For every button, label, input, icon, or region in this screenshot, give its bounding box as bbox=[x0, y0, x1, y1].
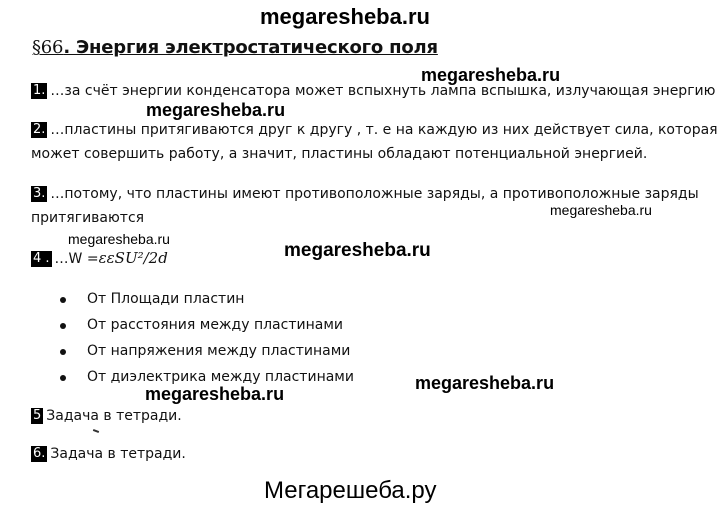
answer-6 bbox=[31, 446, 186, 462]
bullet-dot bbox=[60, 375, 66, 381]
bullet-text: От напряжения между пластинами bbox=[87, 343, 351, 359]
bullet-dot bbox=[60, 297, 66, 303]
answer-text: …W = bbox=[54, 251, 99, 267]
answer-number: 3. bbox=[33, 186, 46, 201]
watermark: megaresheba.ru bbox=[145, 384, 285, 404]
page-title bbox=[32, 37, 438, 58]
answer-number: 1. bbox=[33, 83, 46, 98]
watermark: megaresheba.ru bbox=[146, 100, 286, 120]
bullet-text: От диэлектрика между пластинами bbox=[87, 369, 354, 385]
answer-number: 2. bbox=[33, 122, 46, 137]
answer-number: 5 bbox=[33, 408, 42, 423]
answer-4 bbox=[31, 249, 168, 267]
bullet-text: От Площади пластин bbox=[87, 291, 245, 307]
answer-text: Задача в тетради. bbox=[46, 408, 182, 424]
section-title: . Энергия электростатического поля bbox=[63, 37, 438, 58]
watermark: megaresheba.ru bbox=[415, 373, 555, 393]
answer-1 bbox=[31, 83, 715, 99]
watermark: megaresheba.ru bbox=[550, 202, 652, 218]
answer-5 bbox=[31, 408, 182, 424]
answer-2 bbox=[31, 122, 718, 138]
footer-site-name: Мегарешеба.ру bbox=[264, 477, 437, 504]
answer-text: Задача в тетради. bbox=[50, 446, 186, 462]
stray-mark bbox=[93, 429, 99, 433]
energy-formula: εεSU²/2d bbox=[98, 249, 168, 267]
bullet-text: От расстояния между пластинами bbox=[87, 317, 343, 333]
answer-text-line1: …пластины притягиваются друг к другу , т. е на каждую из них действует сила, которая bbox=[50, 122, 718, 138]
answer-3 bbox=[31, 186, 699, 202]
answer-text: …за счёт энергии конденсатора может вспыхнуть лампа вспышка, излучающая энергию bbox=[50, 83, 716, 99]
bullet-dot bbox=[60, 323, 66, 329]
answer-number: 6. bbox=[33, 446, 46, 461]
watermark: megaresheba.ru bbox=[68, 231, 170, 247]
answer-number: 4 . bbox=[33, 251, 50, 266]
answer-text-line1: …потому, что пластины имеют противоположные заряды, а противоположные заряды bbox=[50, 186, 699, 202]
watermark-top: megaresheba.ru bbox=[260, 4, 430, 29]
answer-3-line2: притягиваются bbox=[31, 210, 145, 226]
section-number: §66 bbox=[32, 37, 64, 58]
watermark: megaresheba.ru bbox=[421, 65, 561, 85]
bullet-dot bbox=[60, 349, 66, 355]
watermark: megaresheba.ru bbox=[284, 240, 431, 261]
answer-2-line2: может совершить работу, а значит, пластины обладают потенциальной энергией. bbox=[31, 146, 648, 162]
